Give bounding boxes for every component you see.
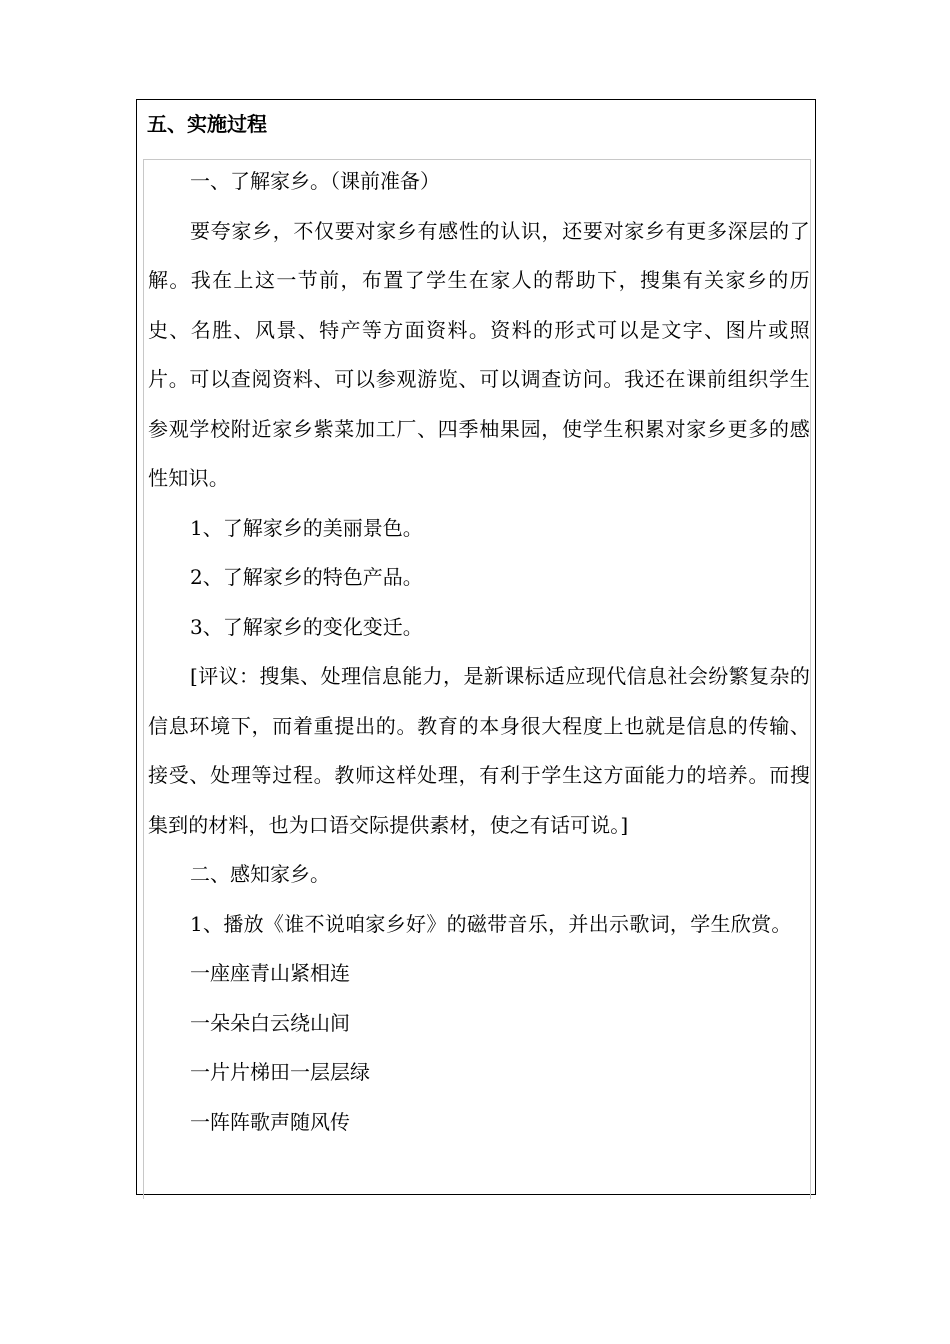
- section-table: [136, 99, 816, 1195]
- content-cell: [143, 159, 811, 1199]
- list-item: 1、了解家乡的美丽景色。: [190, 515, 423, 540]
- list-item: 2、了解家乡的特色产品。: [190, 565, 423, 589]
- lyric-line: 一片片梯田一层层绿: [190, 1060, 370, 1084]
- part1-intro-paragraph: 要夸家乡，不仅要对家乡有感性的认识，还要对家乡有更多深层的了解。我在上这一节前，布置了学生在家人的帮助下，搜集有关家乡的历史、名胜、风景、特产等方面资料。资料的形式可以是文字、图片或照片。可以查阅资料、可以参观游览、可以调查访问。我还在课前组织学生参观学校附近家乡紫菜加工厂、四季柚果园，使学生积累对家乡更多的感性知识。: [148, 218, 810, 490]
- lyric-line: 一朵朵白云绕山间: [190, 1010, 350, 1035]
- part2-step1: 1、播放《谁不说咱家乡好》的磁带音乐，并出示歌词，学生欣赏。: [190, 911, 792, 936]
- body-text: [148, 159, 810, 1147]
- part2-title: 二、感知家乡。: [190, 862, 330, 886]
- lyric-line: 一座座青山紧相连: [190, 961, 350, 985]
- section-heading: 五、实施过程: [147, 112, 267, 136]
- comment-paragraph: [评议：搜集、处理信息能力，是新课标适应现代信息社会纷繁复杂的信息环境下，而着重提出的。教育的本身很大程度上也就是信息的传输、接受、处理等过程。教师这样处理，有利于学生这方面能力的培养。而搜集到的材料，也为口语交际提供素材，使之有话可说。]: [148, 664, 810, 837]
- part1-title: 一、了解家乡。（课前准备）: [190, 169, 440, 193]
- lyric-line: 一阵阵歌声随风传: [190, 1109, 350, 1134]
- list-item: 3、了解家乡的变化变迁。: [190, 614, 423, 639]
